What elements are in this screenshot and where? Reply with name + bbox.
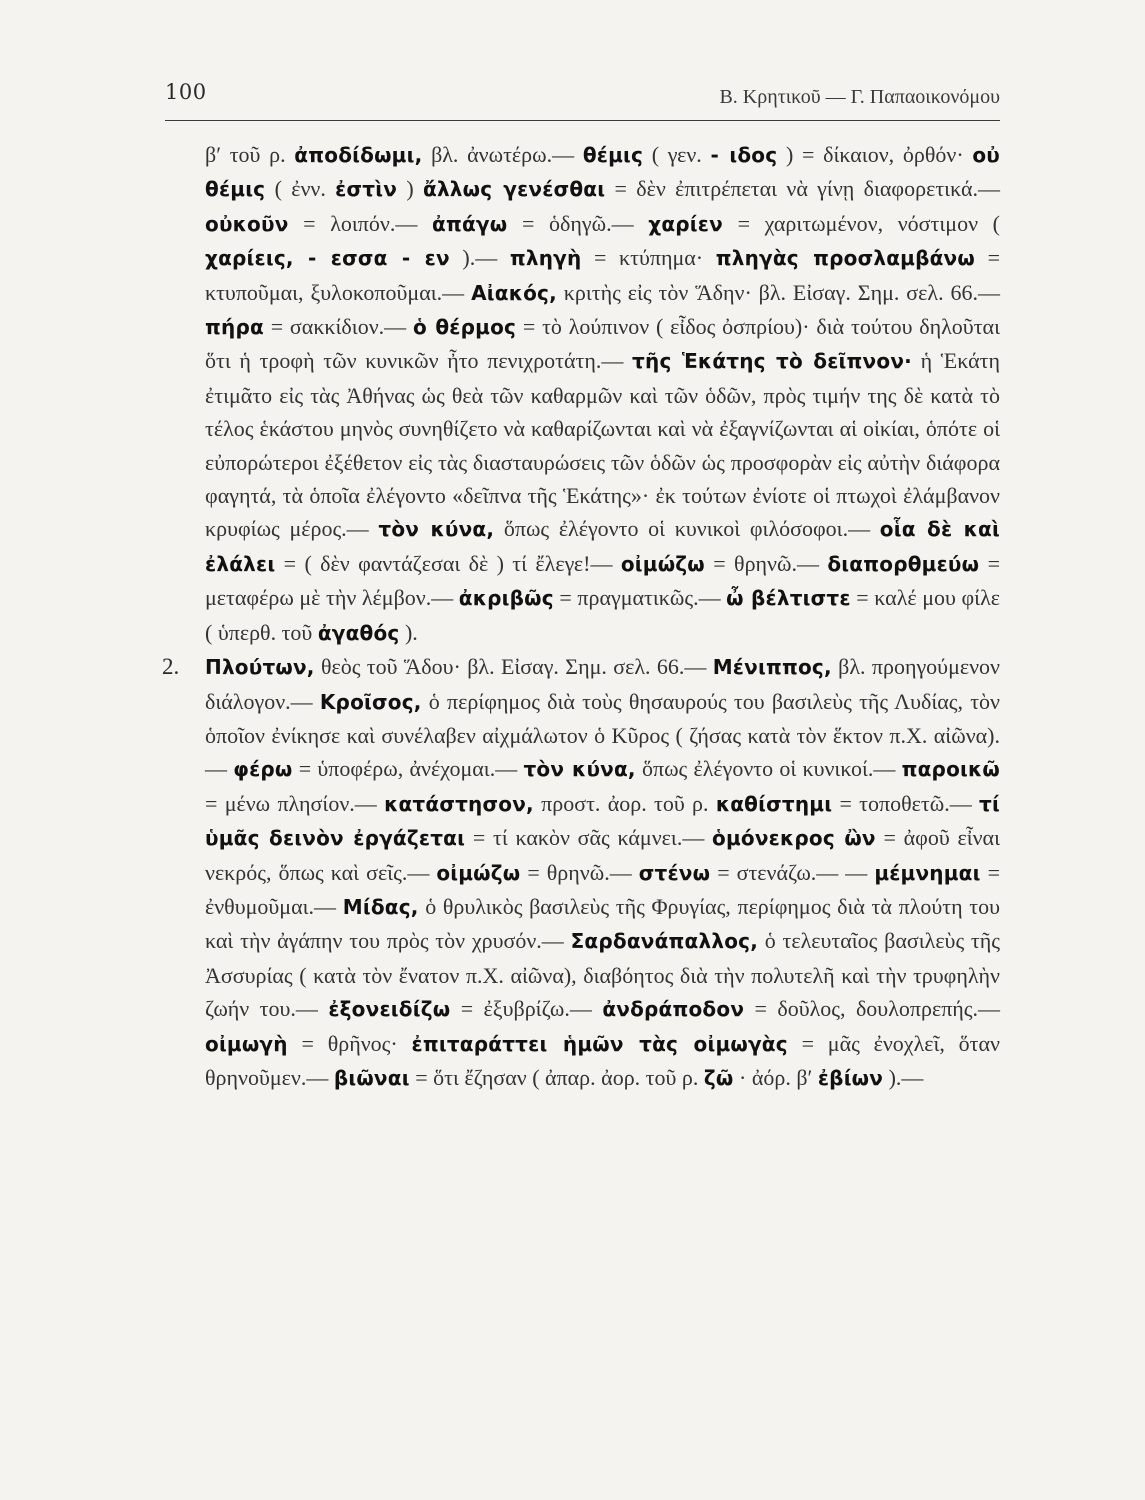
gloss-text: = τοποθετῶ.— (832, 790, 980, 816)
headword: Πλούτων, (205, 655, 315, 680)
headword: τὸν κύνα, (523, 757, 636, 782)
headword: ἐπιταράττει ἡμῶν τὰς οἰμωγὰς (411, 1031, 788, 1056)
gloss-text: = θρῆνος· (287, 1030, 412, 1056)
headword: τὸν κύνα, (378, 517, 495, 542)
gloss-text: = κτύπημα· (581, 245, 716, 271)
gloss-text: ). (399, 619, 418, 645)
headword: χαρίεν (648, 211, 723, 236)
headword: ἐβίων (817, 1065, 884, 1090)
gloss-text: θεὸς τοῦ Ἅδου· βλ. Εἰσαγ. Σημ. σελ. 66.— (314, 654, 713, 680)
gloss-text: ).— (449, 245, 510, 271)
headword: θέμις (582, 143, 644, 167)
gloss-text: ὅπως ἐλέγοντο οἱ κυνικοί.— (635, 756, 902, 782)
headword: βιῶναι (333, 1065, 410, 1090)
gloss-text: = στενάζω.— — (710, 859, 875, 885)
paragraph-2 (162, 650, 1001, 1095)
gloss-text: ἡ Ἑκάτη ἐτιμᾶτο εἰς τὰς Ἀθήνας ὡς θεὰ τῶν καθαρμῶν καὶ τῶν ὁδῶν, πρὸς τιμήν της δὲ κατὰ τὸ τέλος ἑκάστου μηνὸς συνηθίζετο νὰ καθαρίζωνται καὶ νὰ ἐξαγνίζωνται αἱ οἰκίαι, ὁπότε οἱ εὐπορώτεροι ἐξέθετον εἰς τὰς διασταυρώσεις τῶν ὁδῶν ὡς προσφορὰν εἰς αὐτὴν διάφορα φαγητά, τὰ ὁποῖα ἐλέγοντο «δεῖπνα τῆς Ἑκάτης»· ἐκ τούτων ἐνίοτε οἱ πτωχοὶ ἐλάμβανον κρυφίως μέρος.— (205, 348, 1000, 542)
gloss-text: ( ἐνν. (265, 176, 336, 202)
headword: παροικῶ (901, 757, 1000, 782)
gloss-text: = μεταφέρω μὲ τὴν λέμβον.— (205, 550, 1000, 611)
headword: ἄλλως γενέσθαι (423, 177, 606, 202)
gloss-text: ὁ θρυλικὸς βασιλεὺς τῆς Φρυγίας, περίφημος διὰ τὰ πλούτη του καὶ τὴν ἀγάπην του πρὸς τὸν χρυσόν.— (205, 893, 1000, 954)
gloss-text: = κτυποῦμαι, ξυλοκοποῦμαι.— (205, 245, 1000, 305)
headword: ἀγαθός (317, 620, 400, 645)
gloss-text: = δὲν ἐπιτρέπεται νὰ γίνῃ διαφορετικά.— (605, 176, 1000, 202)
headword: στένω (638, 860, 711, 885)
headword: μέμνημαι (874, 860, 981, 885)
page-number: 100 (165, 80, 207, 104)
headword: οἰμώζω (436, 860, 521, 885)
gloss-text: = λοιπόν.— (288, 210, 432, 236)
gloss-text: = πραγματικῶς.— (553, 585, 727, 611)
headword: οὐκοῦν (205, 211, 289, 236)
gloss-text: = ὁδηγῶ.— (507, 210, 649, 236)
gloss-text: ) = δίκαιον, ὀρθόν· (777, 142, 973, 167)
gloss-text: ( γεν. (643, 142, 711, 167)
headword: κατάστησον, (384, 791, 534, 816)
body-text (162, 138, 1001, 1095)
headword: οἰμωγὴ (205, 1031, 288, 1056)
gloss-text: = μᾶς ἐνοχλεῖ, ὅταν θρηνοῦμεν.— (205, 1030, 1000, 1090)
gloss-text: ὁ τελευταῖος βασιλεὺς τῆς Ἀσσυρίας ( κατὰ τὸν ἔνατον π.Χ. αἰῶνα), διαβόητος διὰ τὴν πολυτελῆ καὶ τὴν τρυφηλὴν ζωήν του.— (205, 928, 1000, 1022)
headword: τί ὑμᾶς δεινὸν ἐργάζεται (205, 791, 1000, 851)
headword: οἰμώζω (620, 551, 705, 576)
gloss-text: = ἐξυβρίζω.— (450, 996, 603, 1022)
headword: διαπορθμεύω (827, 551, 980, 576)
headword: Σαρδανάπαλλος, (570, 929, 758, 954)
gloss-text: = ὑποφέρω, ἀνέχομαι.— (292, 756, 524, 782)
headword: ζῶ (703, 1065, 734, 1090)
running-title: Β. Κρητικοῦ — Γ. Παπαοικονόμου (719, 86, 1000, 108)
gloss-text: ).— (883, 1064, 924, 1090)
gloss-text: κριτὴς εἰς τὸν Ἅδην· βλ. Εἰσαγ. Σημ. σελ. 66.— (556, 279, 1000, 305)
gloss-text: = ( δὲν φαντάζεσαι δὲ ) τί ἔλεγε!— (275, 550, 621, 576)
gloss-text: = ἀφοῦ εἶναι νεκρός, ὅπως καὶ σεῖς.— (205, 825, 1000, 885)
headword: ἀπάγω (432, 211, 508, 236)
gloss-text: = δοῦλος, δουλοπρεπής.— (744, 996, 1001, 1022)
headword: πληγὰς προσλαμβάνω (715, 246, 975, 271)
gloss-text: προστ. ἀορ. τοῦ ρ. (533, 790, 716, 816)
gloss-text: = ὅτι ἔζησαν ( ἀπαρ. ἀορ. τοῦ ρ. (409, 1064, 704, 1090)
headword: ἀποδίδωμι, (294, 143, 423, 167)
headword: καθίστημι (715, 791, 833, 816)
gloss-text: = θρηνῶ.— (520, 859, 639, 885)
headword: ἐξονειδίζω (328, 997, 451, 1022)
headword: ἐστὶν (335, 177, 398, 202)
gloss-text: ὅπως ἐλέγοντο οἱ κυνικοὶ φιλόσοφοι.— (494, 516, 880, 542)
headword: ὁμόνεκρος ὢν (712, 826, 876, 851)
headword: πήρα (205, 315, 264, 340)
headword: Αἰακός, (471, 280, 557, 305)
headword: οἷα δὲ καὶ ἐλάλει (205, 517, 1000, 576)
headword: ἀκριβῶς (458, 586, 554, 611)
headword: ὁ θέρμος (412, 315, 517, 340)
gloss-text: βλ. ἀνωτέρω.— (422, 142, 583, 167)
headword: χαρίεις, - εσσα - εν (205, 246, 450, 271)
gloss-text: = σακκίδιον.— (263, 314, 413, 340)
headword: ὦ βέλτιστε (726, 586, 851, 611)
page-header (165, 76, 1000, 121)
gloss-text: = μένω πλησίον.— (205, 790, 385, 816)
paragraph-number: 2. (162, 654, 180, 680)
headword: ἀνδράποδον (602, 997, 745, 1022)
headword: τῆς Ἑκάτης τὸ δεῖπνον· (632, 349, 912, 374)
headword: - ιδος (710, 143, 778, 167)
headword: πληγὴ (509, 246, 582, 271)
gloss-text: βλ. προηγούμενον διάλογον.— (205, 654, 1000, 714)
headword: οὐ θέμις (205, 143, 1001, 202)
gloss-text: = θρηνῶ.— (704, 550, 828, 576)
headword: φέρω (233, 757, 293, 782)
gloss-text: ) (397, 176, 423, 202)
gloss-text: · ἀόρ. β′ (733, 1064, 818, 1090)
headword: Μίδας, (342, 894, 419, 919)
headword: Κροῖσος, (319, 689, 422, 714)
gloss-text: = ἐνθυμοῦμαι.— (205, 859, 1000, 919)
gloss-text: ὁ περίφημος διὰ τοὺς θησαυρούς του βασιλεὺς τῆς Λυδίας, τὸν ὁποῖον ἐνίκησε καὶ συνέλαβεν αἰχμάλωτον ὁ Κῦρος ( ζήσας κατὰ τὸν ἕκτον π.Χ. αἰῶνα).— (205, 688, 1000, 782)
paragraph-1 (165, 138, 1000, 650)
gloss-text: = χαριτωμένον, νόστιμον ( (722, 210, 1000, 236)
gloss-text: = καλέ μου φίλε ( ὑπερθ. τοῦ (205, 585, 1000, 645)
gloss-text: β′ τοῦ ρ. (205, 142, 295, 167)
gloss-text: = τὸ λούπινον ( εἶδος ὀσπρίου)· διὰ τούτου δηλοῦται ὅτι ἡ τροφὴ τῶν κυνικῶν ἦτο πενιχροτάτη.— (205, 314, 1000, 374)
gloss-text: = τί κακὸν σᾶς κάμνει.— (465, 825, 713, 851)
headword: Μένιππος, (712, 655, 832, 680)
